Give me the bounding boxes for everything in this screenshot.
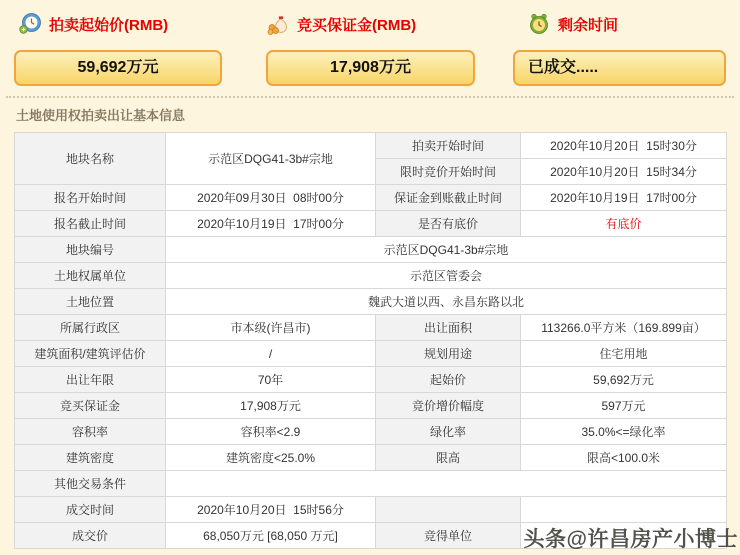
label-land-ownership-unit: 土地权属单位 (15, 263, 166, 289)
remaining-time-clock-icon (527, 12, 551, 36)
bid-deposit-label: 竞买保证金(RMB) (297, 16, 417, 34)
table-row (15, 341, 727, 367)
label-bid-deposit: 竞买保证金 (15, 393, 166, 419)
value-building-area-appraisal: / (166, 341, 376, 367)
empty-label-cell (376, 497, 521, 523)
table-row (15, 237, 727, 263)
table-row (15, 471, 727, 497)
deal-status-box: 已成交..... (513, 50, 726, 86)
value-deal-price: 68,050万元 [68,050 万元] (166, 523, 376, 549)
value-planned-use: 住宅用地 (521, 341, 727, 367)
table-row (15, 315, 727, 341)
label-plot-name: 地块名称 (15, 133, 166, 185)
value-land-location: 魏武大道以西、永昌东路以北 (166, 289, 727, 315)
value-starting-price: 59,692万元 (521, 367, 727, 393)
label-plot-number: 地块编号 (15, 237, 166, 263)
value-signup-deadline: 2020年10月19日 17时00分 (166, 211, 376, 237)
deposit-moneybag-icon (266, 12, 290, 36)
watermark: 头条@许昌房产小博士 (523, 528, 738, 551)
value-land-ownership-unit: 示范区管委会 (166, 263, 727, 289)
label-land-location: 土地位置 (15, 289, 166, 315)
label-deposit-arrival-deadline: 保证金到账截止时间 (376, 185, 521, 211)
label-building-density: 建筑密度 (15, 445, 166, 471)
bid-deposit-header (266, 11, 416, 37)
table-row (15, 133, 727, 159)
table-row (15, 289, 727, 315)
value-administrative-region: 市本级(许昌市) (166, 315, 376, 341)
value-bid-increment: 597万元 (521, 393, 727, 419)
auction-start-price-label: 拍卖起始价(RMB) (49, 16, 169, 34)
table-row (15, 393, 727, 419)
dotted-divider (6, 96, 734, 98)
table-row (15, 211, 727, 237)
table-row (15, 263, 727, 289)
auction-start-price-header (18, 11, 168, 37)
info-table (14, 132, 727, 549)
label-plot-ratio: 容积率 (15, 419, 166, 445)
table-row (15, 445, 727, 471)
value-limit-bid-start-time: 2020年10月20日 15时34分 (521, 159, 727, 185)
section-title: 土地使用权拍卖出让基本信息 (16, 108, 186, 123)
table-row (15, 497, 727, 523)
label-transfer-area: 出让面积 (376, 315, 521, 341)
table-row (15, 419, 727, 445)
value-bid-deposit: 17,908万元 (166, 393, 376, 419)
label-has-reserve-price: 是否有底价 (376, 211, 521, 237)
label-signup-deadline: 报名截止时间 (15, 211, 166, 237)
empty-value-cell (521, 497, 727, 523)
label-deal-time: 成交时间 (15, 497, 166, 523)
table-row (15, 185, 727, 211)
label-building-area-appraisal: 建筑面积/建筑评估价 (15, 341, 166, 367)
value-has-reserve-price: 有底价 (521, 211, 727, 237)
value-plot-ratio: 容积率<2.9 (166, 419, 376, 445)
label-transfer-years: 出让年限 (15, 367, 166, 393)
value-height-limit: 限高<100.0米 (521, 445, 727, 471)
label-other-trade-conditions: 其他交易条件 (15, 471, 166, 497)
deposit-value-box: 17,908万元 (266, 50, 475, 86)
value-transfer-area: 113266.0平方米（169.899亩） (521, 315, 727, 341)
value-signup-start-time: 2020年09月30日 08时00分 (166, 185, 376, 211)
value-deposit-arrival-deadline: 2020年10月19日 17时00分 (521, 185, 727, 211)
label-administrative-region: 所属行政区 (15, 315, 166, 341)
remaining-time-label: 剩余时间 (558, 16, 619, 34)
table-row (15, 367, 727, 393)
value-plot-name: 示范区DQG41-3b#宗地 (166, 133, 376, 185)
label-deal-price: 成交价 (15, 523, 166, 549)
label-winning-bidder: 竞得单位 (376, 523, 521, 549)
start-price-value-box: 59,692万元 (14, 50, 222, 86)
remaining-time-header (527, 11, 618, 37)
value-plot-number: 示范区DQG41-3b#宗地 (166, 237, 727, 263)
value-building-density: 建筑密度<25.0% (166, 445, 376, 471)
label-limit-bid-start-time: 限时竞价开始时间 (376, 159, 521, 185)
value-other-trade-conditions (166, 471, 727, 497)
value-greening-rate: 35.0%<=绿化率 (521, 419, 727, 445)
label-bid-increment: 竞价增价幅度 (376, 393, 521, 419)
label-auction-start-time: 拍卖开始时间 (376, 133, 521, 159)
value-transfer-years: 70年 (166, 367, 376, 393)
label-planned-use: 规划用途 (376, 341, 521, 367)
price-clock-icon (18, 12, 42, 36)
value-deal-time: 2020年10月20日 15时56分 (166, 497, 376, 523)
label-height-limit: 限高 (376, 445, 521, 471)
label-starting-price: 起始价 (376, 367, 521, 393)
label-greening-rate: 绿化率 (376, 419, 521, 445)
value-auction-start-time: 2020年10月20日 15时30分 (521, 133, 727, 159)
label-signup-start-time: 报名开始时间 (15, 185, 166, 211)
